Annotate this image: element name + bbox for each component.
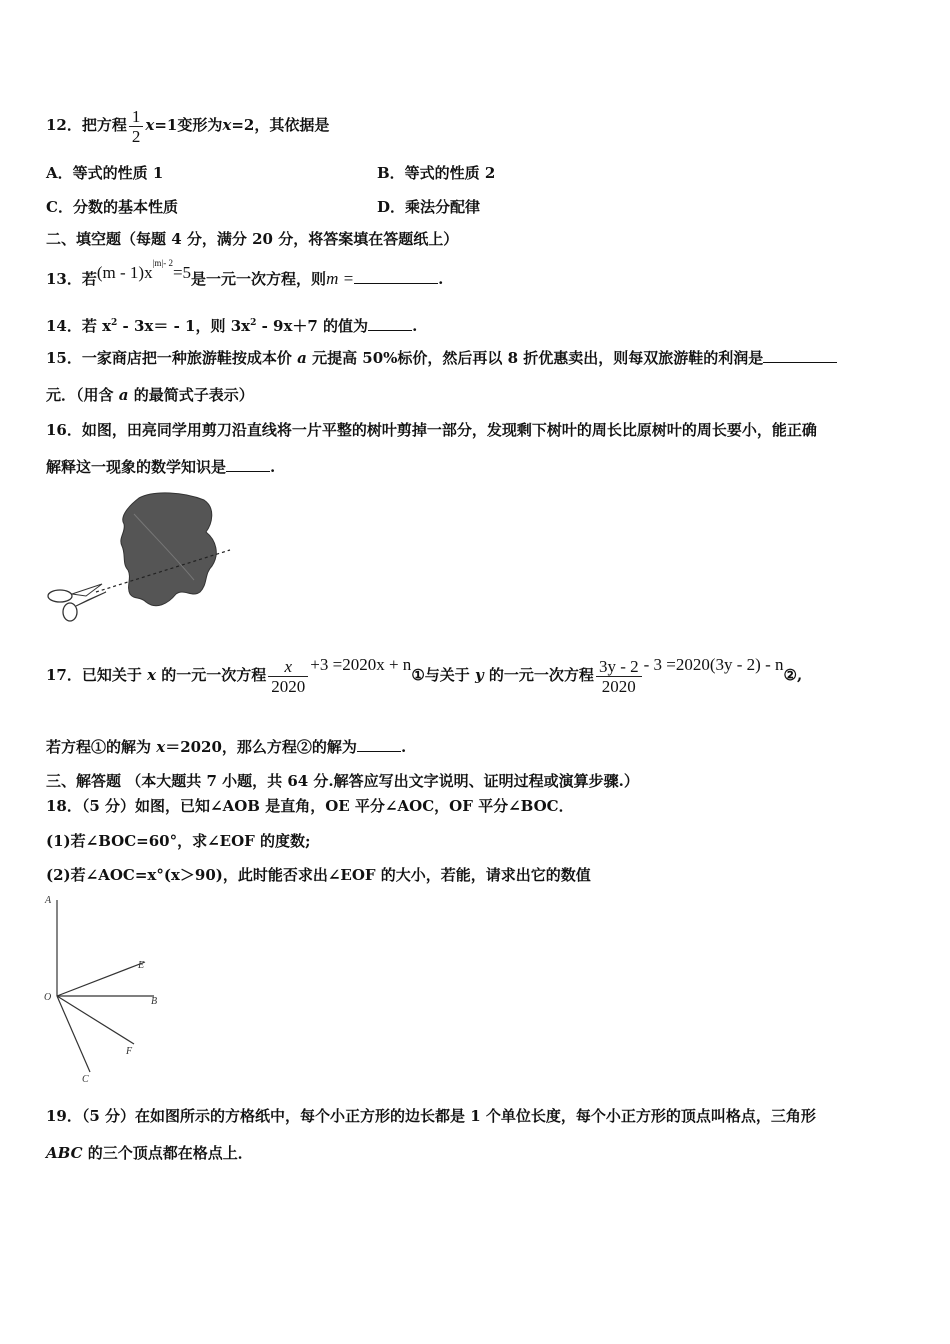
q18-line2: (1)若∠BOC=60°，求∠EOF 的度数;: [46, 832, 311, 850]
q17-f1-num: x: [268, 657, 308, 677]
q17-part2: 的一元一次方程: [483, 666, 594, 684]
q17-part1: 的一元一次方程: [156, 666, 267, 684]
q17-eq2: - 3 =2020(3y - 2) - n: [643, 655, 784, 674]
q12-stem: [46, 103, 329, 147]
q12-frac-den: 2: [131, 126, 141, 146]
q17-f2-den: 2020: [601, 676, 636, 696]
q16-line2: [46, 457, 275, 477]
q13-answer-blank[interactable]: [354, 269, 438, 284]
q17-eq1: +3 =2020x + n: [310, 655, 412, 674]
q15-line2: [46, 385, 254, 405]
q17-mid: ①与关于: [411, 666, 475, 684]
q13-stem: [46, 258, 443, 292]
q17-line2-a: 若方程①的解为: [46, 738, 157, 756]
q17-line2-b: ＝2020，那么方程②的解为: [165, 738, 357, 756]
q13-number: 13．若: [46, 270, 97, 288]
q19-var-abc: ABC: [46, 1144, 83, 1162]
q12-option-a: A．等式的性质 1: [46, 164, 164, 182]
q14-prefix: 14．若 x: [46, 317, 112, 335]
section-3-heading: 三、解答题 （本大题共 7 小题，共 64 分.解答应写出文字说明、证明过程或演算步骤.）: [46, 772, 639, 790]
q15-line1: [46, 348, 837, 368]
q14-exp: 2: [111, 318, 118, 328]
q15-line1-a: 15．一家商店把一种旅游鞋按成本价: [46, 349, 298, 367]
q15-var-a2: a: [118, 386, 129, 404]
q17-var-x: x: [147, 666, 157, 684]
q17-end: ②,: [783, 666, 803, 684]
q17-var-y: y: [474, 666, 484, 684]
q12-option-b: B．等式的性质 2: [377, 164, 496, 182]
q17-prefix: 17．已知关于: [46, 666, 148, 684]
label-a: A: [45, 895, 52, 906]
q13-end: .: [438, 270, 444, 288]
q14-answer-blank[interactable]: [368, 316, 412, 331]
q13-eq-exp: |m|- 2: [152, 258, 173, 268]
q17-fraction-1: [268, 657, 308, 696]
q15-line1-b: 元提高 50%标价，然后再以 8 折优惠卖出，则每双旅游鞋的利润是: [306, 349, 764, 367]
q12-fraction: [129, 107, 144, 146]
q17-line2-x: x: [156, 738, 166, 756]
q19-line2: [46, 1143, 253, 1163]
q13-m-eq: m =: [326, 269, 355, 288]
q12-frac-num: 1: [129, 107, 144, 127]
label-b: B: [151, 996, 158, 1007]
label-c: C: [82, 1074, 89, 1085]
q17-line2-end: .: [400, 738, 407, 756]
angle-figure: [40, 892, 180, 1088]
scissors-icon: [48, 584, 106, 621]
q14-stem: [46, 313, 417, 336]
q13-eq-lhs: (m - 1)x: [96, 263, 153, 282]
q12-option-c: C．分数的基本性质: [46, 198, 178, 216]
label-o: O: [44, 992, 52, 1003]
label-e: E: [138, 960, 145, 971]
q19-line1: 19．（5 分）在如图所示的方格纸中，每个小正方形的边长都是 1 个单位长度，每个小正方形的顶点叫格点，三角形: [46, 1107, 816, 1125]
q14-exp2: 2: [250, 318, 257, 328]
q12-var-x2: x: [222, 116, 232, 134]
q17-line1: [46, 650, 802, 700]
q15-line2-a: 元．（用含: [46, 386, 119, 404]
section-2-heading: 二、填空题（每题 4 分，满分 20 分，将答案填在答题纸上）: [46, 230, 459, 248]
q16-answer-blank[interactable]: [226, 457, 270, 472]
q13-eq-rhs: =5: [172, 263, 192, 282]
q12-number: 12．: [46, 116, 82, 134]
q18-line3: (2)若∠AOC=x°(x＞90)，此时能否求出∠EOF 的大小，若能，请求出它的数值: [46, 866, 591, 884]
q17-f2-num: 3y - 2: [596, 657, 642, 677]
ray-oe: [57, 962, 145, 996]
q14-end: .: [412, 317, 418, 335]
q16-end: .: [270, 458, 276, 476]
q12-eq2: =2，其依据是: [231, 116, 330, 134]
q17-fraction-2: [596, 657, 642, 696]
q12-middle: 变形为: [177, 116, 223, 134]
q16-line1: 16．如图，田亮同学用剪刀沿直线将一片平整的树叶剪掉一部分，发现剩下树叶的周长比原树叶的周长要小，能正确: [46, 421, 817, 439]
q17-answer-blank[interactable]: [357, 737, 401, 752]
q16-line2-text: 解释这一现象的数学知识是: [46, 458, 227, 476]
q13-suffix: 是一元一次方程，则: [191, 270, 327, 288]
q17-f1-den: 2020: [271, 676, 306, 696]
q15-answer-blank[interactable]: [763, 348, 837, 363]
q15-var-a: a: [297, 349, 307, 367]
q12-prefix: 把方程: [81, 116, 127, 134]
ray-of: [57, 996, 134, 1044]
label-f: F: [126, 1046, 133, 1057]
leaf-shape: [121, 493, 216, 606]
q18-line1: 18．（5 分）如图，已知∠AOB 是直角，OE 平分∠AOC，OF 平分∠BOC．: [46, 797, 574, 815]
q12-option-d: D．乘法分配律: [377, 198, 481, 216]
q17-line2: [46, 737, 406, 757]
q14-suffix: - 9x＋7 的值为: [256, 317, 369, 335]
ray-oc: [57, 996, 90, 1072]
q19-line2-text: 的三个顶点都在格点上．: [82, 1144, 253, 1162]
leaf-scissors-figure: [44, 488, 234, 626]
q12-var-x: x: [145, 116, 155, 134]
q12-eq1: =1: [154, 116, 178, 134]
q14-mid: - 3x＝ - 1，则 3x: [117, 317, 251, 335]
q15-line2-b: 的最简式子表示）: [128, 386, 254, 404]
